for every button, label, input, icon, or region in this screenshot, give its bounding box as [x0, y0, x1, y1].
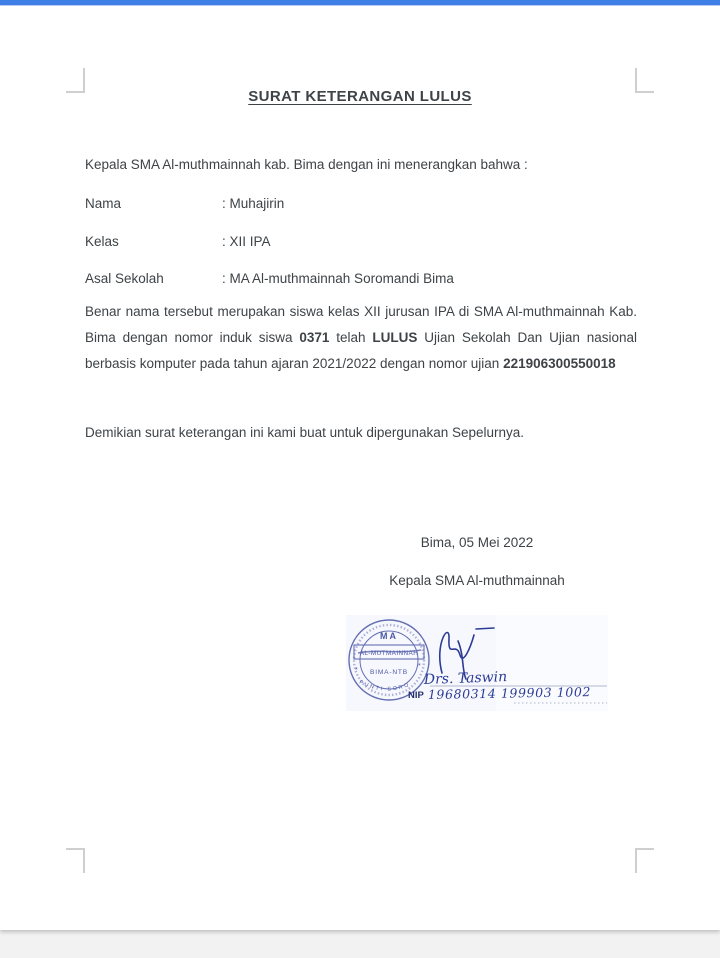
stamp-text-school: AL-MUTMAINNAH	[359, 650, 419, 657]
student-number: 0371	[299, 330, 330, 345]
field-value: : Muhajirin	[222, 196, 285, 211]
intro-line: Kepala SMA Al-muthmainnah kab. Bima dengan ini menerangkan bahwa :	[85, 157, 528, 172]
body-text: Benar nama tersebut merupakan siswa kelas XII jurusan IPA di SMA Al-muthmainnah Kab. Bima dengan nomor induk siswa	[85, 304, 637, 345]
field-value: : MA Al-muthmainnah Soromandi Bima	[222, 271, 454, 286]
signature-signer-title: Kepala SMA Al-muthmainnah	[389, 573, 565, 588]
margin-corner-bottom-left	[66, 848, 85, 873]
stamp-star-right-icon: *	[418, 663, 421, 670]
document-title: SURAT KETERANGAN LULUS	[248, 88, 472, 105]
stamp-star-left-icon: *	[355, 667, 358, 674]
stamp-text-ma: MA	[380, 631, 398, 641]
field-row-kelas	[85, 232, 637, 252]
field-label: Asal Sekolah	[85, 271, 164, 286]
document-page[interactable]	[0, 6, 720, 930]
graduation-status: LULUS	[372, 330, 418, 345]
body-text: telah	[329, 330, 373, 345]
field-label: Kelas	[85, 234, 119, 249]
body-text: Ujian Sekolah Dan Ujian nasional berbasis komputer pada tahun ajaran 2021/2022 dengan nomor ujian	[85, 330, 638, 371]
body-paragraph	[85, 299, 637, 377]
signature-name-handwritten: Drs. Taswin	[423, 669, 508, 688]
field-row-nama	[85, 194, 637, 214]
nip-number-handwritten: 19680314 199903 1002	[427, 684, 592, 702]
exam-number: 221906300550018	[503, 356, 616, 371]
stamp-arc-text: PUNTI SORO	[358, 679, 412, 693]
signature-place-date: Bima, 05 Mei 2022	[420, 535, 534, 550]
closing-line: Demikian surat keterangan ini kami buat untuk dipergunakan Sepelurnya.	[85, 425, 525, 440]
field-row-asal-sekolah	[85, 269, 637, 289]
field-value: : XII IPA	[222, 234, 271, 249]
margin-corner-bottom-right	[635, 848, 654, 873]
field-label: Nama	[85, 196, 122, 211]
stamp-text-region: BIMA-NTB	[370, 669, 408, 676]
nip-label: NIP	[408, 690, 424, 701]
signature-stamp-scan	[346, 615, 608, 711]
